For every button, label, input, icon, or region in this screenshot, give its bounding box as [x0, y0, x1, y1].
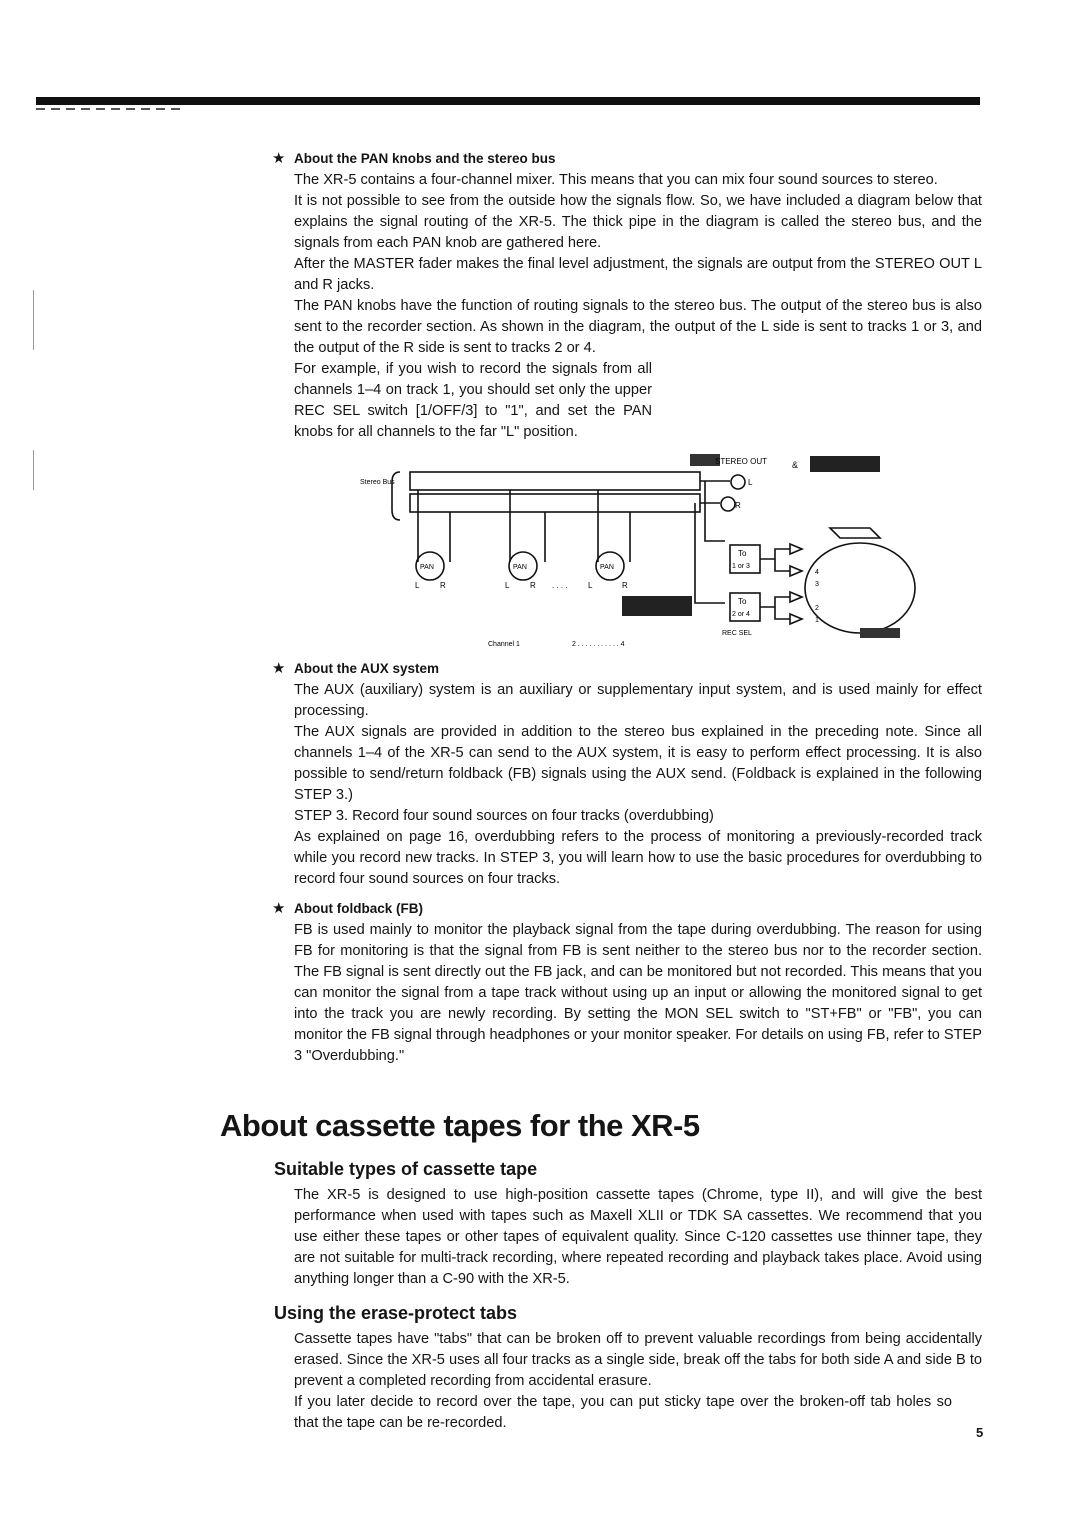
track-number: 4: [815, 569, 819, 576]
aux-paragraph: As explained on page 16, overdubbing refers to the process of monitoring a previously-recorded track while you record new tracks. In STEP 3, you will learn how to use the basic procedures for overdubbing to record four sound sources on four tracks.: [294, 829, 982, 887]
aux-paragraph: The AUX (auxiliary) system is an auxiliary or supplementary input system, and is used mainly for effect processing.: [294, 682, 982, 719]
channel-range-label: 2 . . . . . . . . . . . 4: [572, 641, 625, 648]
pan-knob-2-label: PAN: [513, 564, 527, 571]
channel-1-label: Channel 1: [488, 641, 520, 648]
track-number: 3: [815, 581, 819, 588]
track-number: 1: [815, 617, 819, 624]
suitable-tapes-heading: Suitable types of cassette tape: [274, 1159, 538, 1179]
pan-section: [272, 150, 982, 443]
signal-routing-diagram: [360, 448, 920, 653]
rec-sel-label: REC SEL: [722, 630, 752, 637]
out-l-label: L: [748, 478, 753, 487]
level-meter: [810, 456, 880, 472]
pan-paragraph: The PAN knobs have the function of routing signals to the stereo bus. The output of the stereo bus is also sent to the recorder section. As shown in the diagram, the output of the L side is sent to tracks 1 or 3, and the output of the R side is sent to tracks 2 or 4.: [294, 298, 982, 356]
erase-protect-paragraph: If you later decide to record over the tape, you can put sticky tape over the broken-off tab holes so that the tape can be re-recorded.: [294, 1394, 952, 1431]
top-rule: [36, 97, 980, 105]
chapter-title: About cassette tapes for the XR-5: [220, 1108, 700, 1143]
star-icon: ★: [272, 900, 286, 917]
aux-heading: [272, 660, 982, 677]
to-label: To: [738, 597, 747, 606]
stereo-bus-label: Stereo Bus: [360, 479, 395, 486]
level-meter: [622, 596, 692, 616]
aux-heading-text: About the AUX system: [294, 661, 440, 676]
track-number: 2: [815, 605, 819, 612]
pan-knob-4-label: PAN: [600, 564, 614, 571]
stereo-bus-pipe-l: [410, 472, 700, 490]
level-meter: [860, 628, 900, 638]
aux-section: [272, 660, 982, 890]
stereo-out-label: STEREO OUT: [715, 457, 768, 466]
fb-heading: [272, 900, 982, 917]
suitable-tapes-paragraph: The XR-5 is designed to use high-position cassette tapes (Chrome, type II), and will give the best performance when used with tapes such as Maxell XLII or TDK SA cassettes. We recommend that you use either these tapes or other tapes of equivalent quality. Since C-120 cassettes use thinner tape, they are not suitable for multi-track recording, where repeated recording and playback takes place. Avoid using anything longer than a C-90 with the XR-5.: [294, 1187, 982, 1287]
pan-r-label: R: [530, 581, 536, 590]
pan-l-label: L: [415, 581, 420, 590]
pan-paragraph: After the MASTER fader makes the final level adjustment, the signals are output from the STEREO OUT L and R jacks.: [294, 256, 982, 293]
out-r-label: R: [735, 501, 741, 510]
suitable-tapes-section: [274, 1158, 982, 1290]
pan-paragraph: For example, if you wish to record the signals from all channels 1–4 on track 1, you should set only the upper REC SEL switch [1/OFF/3] to "1", and set the PAN knobs for all channels to the far "L" position.: [294, 361, 652, 440]
to-2-or-4-label: 2 or 4: [732, 611, 750, 618]
pan-paragraph: The XR-5 contains a four-channel mixer. This means that you can mix four sound sources to stereo.: [294, 172, 938, 188]
star-icon: ★: [272, 150, 286, 167]
pan-l-label: L: [505, 581, 510, 590]
fb-section: [272, 900, 982, 1067]
pan-r-label: R: [440, 581, 446, 590]
stereo-bus-pipe-r: [410, 494, 700, 512]
erase-protect-section: [274, 1302, 982, 1434]
erase-protect-paragraph: Cassette tapes have "tabs" that can be broken off to prevent valuable recordings from being accidentally erased. Since the XR-5 uses all four tracks as a single side, break off the tabs for both side A and side B to prevent a completed recording from accidental erasure.: [294, 1331, 982, 1389]
erase-protect-heading: Using the erase-protect tabs: [274, 1303, 518, 1323]
top-rule-fragment: [36, 108, 186, 110]
pan-heading: [272, 150, 982, 167]
page-number: 5: [976, 1425, 984, 1440]
fb-heading-text: About foldback (FB): [294, 901, 423, 916]
to-1-or-3-label: 1 or 3: [732, 563, 750, 570]
pan-knob-1-label: PAN: [420, 564, 434, 571]
pan-paragraph: It is not possible to see from the outside how the signals flow. So, we have included a diagram below that explains the signal routing of the XR-5. The thick pipe in the diagram is called the stereo bus, and the signals from each PAN knob are gathered here.: [294, 193, 982, 251]
pan-l-label: L: [588, 581, 593, 590]
scan-mark: [33, 450, 34, 490]
pan-r-label: R: [622, 581, 628, 590]
fb-paragraph: FB is used mainly to monitor the playback signal from the tape during overdubbing. The reason for using FB for monitoring is that the signal from FB is sent neither to the stereo bus nor to the recorder section. The FB signal is sent directly out the FB jack, and can be monitored but not recorded. This means that you can monitor the signal from a tape track without using up an input or allowing the monitored signal to get into the track you are newly recording. By setting the MON SEL switch to "ST+FB" or "FB", you can monitor the FB signal through headphones or your monitor speaker. For details on using FB, refer to STEP 3 "Overdubbing.": [294, 922, 982, 1064]
aux-paragraph: The AUX signals are provided in addition to the stereo bus explained in the preceding note. Since all channels 1–4 of the XR-5 can send to the AUX system, it is easy to perform effect processing. It is also possible to send/return foldback (FB) signals using the AUX send. (Foldback is explained in the following STEP 3.): [294, 724, 982, 803]
star-icon: ★: [272, 660, 286, 677]
aux-paragraph: STEP 3. Record four sound sources on four tracks (overdubbing): [294, 808, 714, 824]
pan-heading-text: About the PAN knobs and the stereo bus: [294, 151, 556, 166]
to-label: To: [738, 549, 747, 558]
scan-mark: [33, 290, 34, 350]
dots-label: . . . .: [552, 581, 568, 590]
amp-symbol: &: [792, 460, 799, 470]
